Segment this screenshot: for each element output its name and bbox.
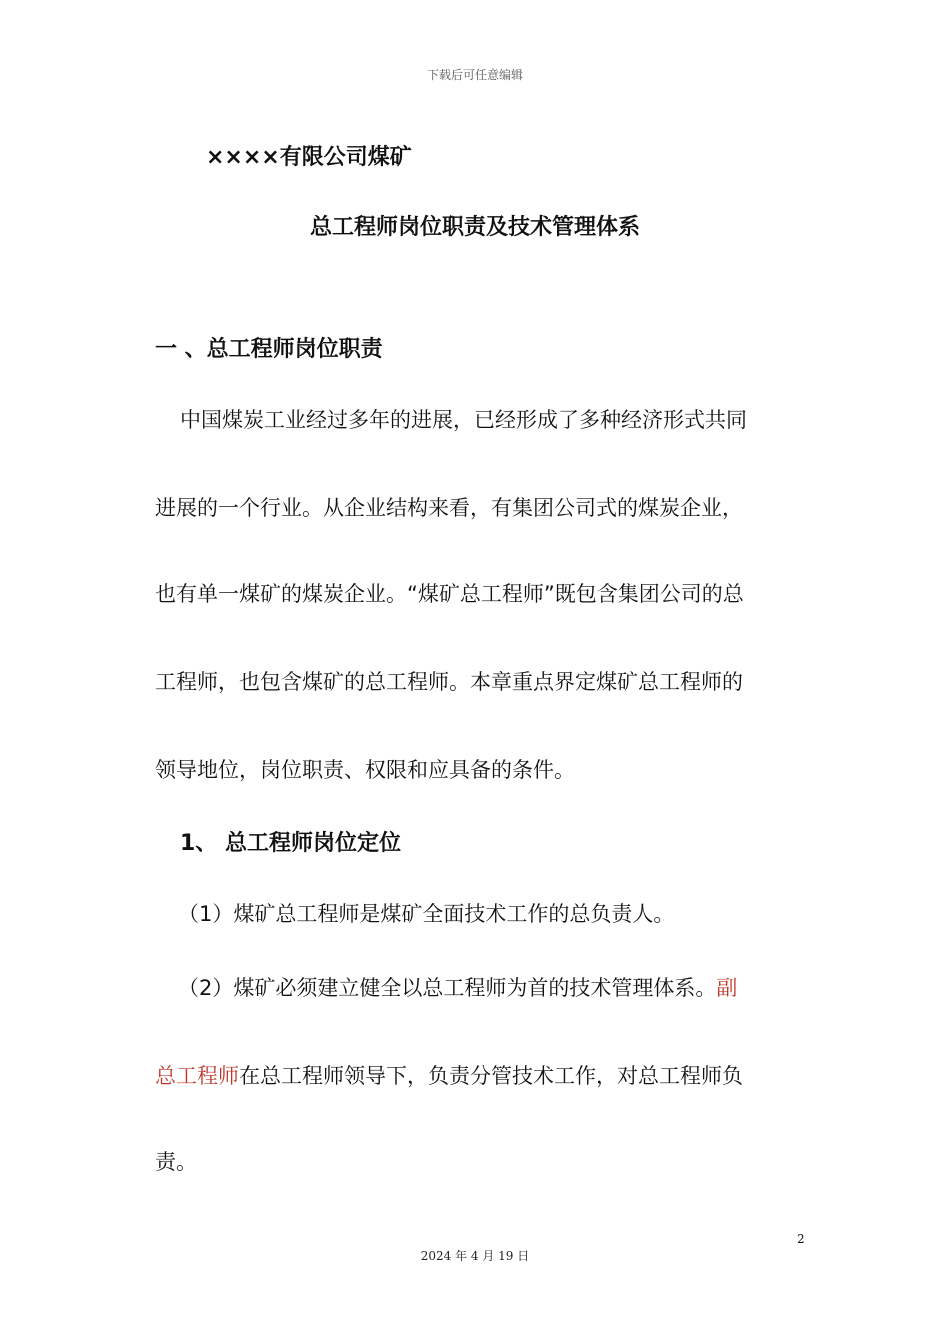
list-item-2-line3: 责。 [155, 1150, 197, 1174]
highlighted-text: 副 [716, 976, 738, 1000]
intro-line: 领导地位，岗位职责、权限和应具备的条件。 [155, 758, 575, 782]
document-title-line1: ××××有限公司煤矿 [206, 145, 412, 170]
subsection-heading-1: 1、 总工程师岗位定位 [180, 831, 401, 856]
section-heading-1: 一 、总工程师岗位职责 [155, 337, 383, 362]
list-item-2-line1 [178, 974, 737, 1002]
intro-line: 也有单一煤矿的煤炭企业。“煤矿总工程师”既包含集团公司的总 [155, 582, 744, 606]
item2-text: （2）煤矿必须建立健全以总工程师为首的技术管理体系。 [178, 976, 717, 1000]
document-title-line2: 总工程师岗位职责及技术管理体系 [309, 215, 640, 240]
list-item-1: （1）煤矿总工程师是煤矿全面技术工作的总负责人。 [178, 902, 675, 926]
intro-line: 进展的一个行业。从企业结构来看，有集团公司式的煤炭企业， [155, 496, 743, 520]
page-number: 2 [797, 1232, 805, 1246]
header-note: 下载后可任意编辑 [426, 68, 523, 82]
highlighted-text: 总工程师 [155, 1064, 239, 1088]
footer-date: 2024 年 4 月 19 日 [420, 1249, 530, 1263]
list-item-2-line2 [155, 1062, 743, 1090]
item2-text: 在总工程师领导下，负责分管技术工作，对总工程师负 [239, 1064, 743, 1088]
intro-line: 中国煤炭工业经过多年的进展，已经形成了多种经济形式共同 [180, 408, 747, 432]
intro-line: 工程师，也包含煤矿的总工程师。本章重点界定煤矿总工程师的 [155, 670, 743, 694]
